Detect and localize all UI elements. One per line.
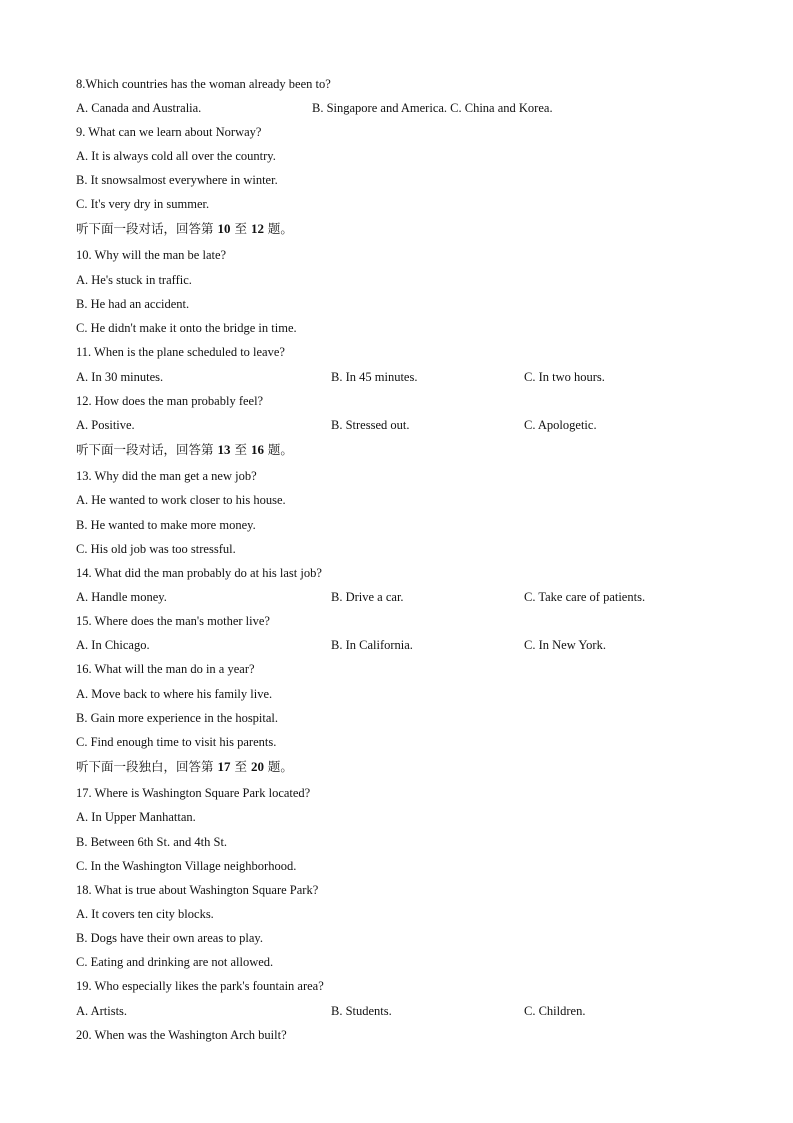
section-heading: 听下面一段对话，回答第 13 至 16 题。 <box>76 442 293 457</box>
option-a: A. In Upper Manhattan. <box>76 810 196 824</box>
option-a: A. Move back to where his family live. <box>76 687 273 701</box>
option-b: B. Dogs have their own areas to play. <box>76 931 263 945</box>
question-12: 12. How does the man probably feel? <box>76 394 264 408</box>
option-a: A. In 30 minutes. <box>76 370 164 384</box>
option-a: A. Canada and Australia. <box>76 101 202 115</box>
option-b-c: B. Singapore and America. C. China and Korea. <box>312 101 553 115</box>
option-c: C. His old job was too stressful. <box>76 542 236 556</box>
option-b: B. He had an accident. <box>76 297 190 311</box>
question-15: 15. Where does the man's mother live? <box>76 614 270 628</box>
option-a: A. He's stuck in traffic. <box>76 273 192 287</box>
option-c: C. Eating and drinking are not allowed. <box>76 955 274 969</box>
question-20: 20. When was the Washington Arch built? <box>76 1028 287 1042</box>
question-10: 10. Why will the man be late? <box>76 248 227 262</box>
option-b: B. In 45 minutes. <box>331 370 418 384</box>
option-c: C. In the Washington Village neighborhood. <box>76 859 297 873</box>
question-13: 13. Why did the man get a new job? <box>76 469 257 483</box>
option-c: C. Children. <box>524 1004 586 1018</box>
section-heading: 听下面一段独白，回答第 17 至 20 题。 <box>76 759 293 774</box>
option-a: A. Handle money. <box>76 590 167 604</box>
option-b: B. Students. <box>331 1004 392 1018</box>
option-a: A. Positive. <box>76 418 135 432</box>
question-8: 8.Which countries has the woman already been to? <box>76 77 331 91</box>
option-b: B. Between 6th St. and 4th St. <box>76 835 228 849</box>
option-a: A. It covers ten city blocks. <box>76 907 214 921</box>
question-18: 18. What is true about Washington Square Park? <box>76 883 319 897</box>
option-c: C. It's very dry in summer. <box>76 197 210 211</box>
question-14: 14. What did the man probably do at his last job? <box>76 566 322 580</box>
option-c: C. In New York. <box>524 638 606 652</box>
option-c: C. He didn't make it onto the bridge in time. <box>76 321 297 335</box>
option-a: A. Artists. <box>76 1004 128 1018</box>
option-c: C. Take care of patients. <box>524 590 646 604</box>
question-17: 17. Where is Washington Square Park located? <box>76 786 311 800</box>
option-a: A. In Chicago. <box>76 638 150 652</box>
option-b: B. Gain more experience in the hospital. <box>76 711 279 725</box>
question-19: 19. Who especially likes the park's fountain area? <box>76 979 324 993</box>
option-c: C. Apologetic. <box>524 418 597 432</box>
option-b: B. In California. <box>331 638 413 652</box>
option-a: A. It is always cold all over the country. <box>76 149 276 163</box>
section-heading: 听下面一段对话，回答第 10 至 12 题。 <box>76 221 293 236</box>
option-b: B. Drive a car. <box>331 590 404 604</box>
question-16: 16. What will the man do in a year? <box>76 662 255 676</box>
option-c: C. In two hours. <box>524 370 605 384</box>
question-9: 9. What can we learn about Norway? <box>76 125 262 139</box>
question-11: 11. When is the plane scheduled to leave? <box>76 345 285 359</box>
option-b: B. He wanted to make more money. <box>76 518 256 532</box>
option-b: B. It snowsalmost everywhere in winter. <box>76 173 278 187</box>
option-a: A. He wanted to work closer to his house. <box>76 493 286 507</box>
option-b: B. Stressed out. <box>331 418 410 432</box>
option-c: C. Find enough time to visit his parents. <box>76 735 277 749</box>
